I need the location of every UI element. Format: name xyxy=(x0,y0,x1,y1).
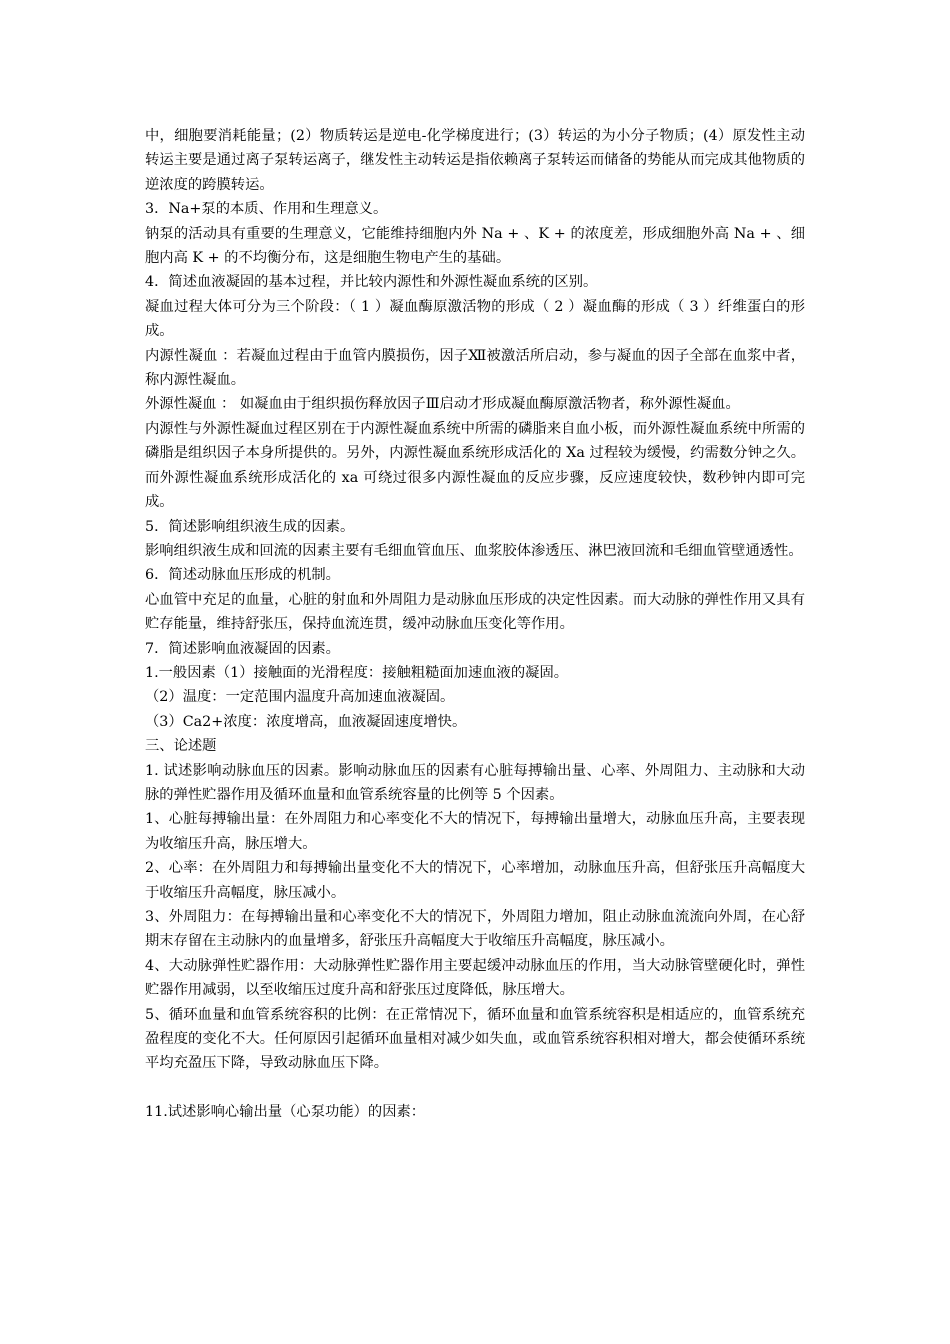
answer-aortic-elasticity: 4、大动脉弹性贮器作用：大动脉弹性贮器作用主要起缓冲动脉血压的作用，当大动脉管壁硬化时，弹性贮器作用减弱，以至收缩压过度升高和舒张压过度降低，脉压增大。 xyxy=(145,957,805,999)
question-arterial-pressure-factors: 1. 试述影响动脉血压的因素。影响动脉血压的因素有心脏每搏输出量、心率、外周阻力、主动脉和大动脉的弹性贮器作用及循环血量和血管系统容量的比例等 5 个因素。 xyxy=(145,762,805,803)
answer-extrinsic-coagulation: 外源性凝血 ： 如凝血由于组织损伤释放因子Ⅲ启动才形成凝血酶原激活物者，称外源性凝血。 xyxy=(145,396,740,413)
answer-coagulation-factor-surface: 1.一般因素（1）接触面的光滑程度：接触粗糙面加速血液的凝固。 xyxy=(145,664,569,681)
question-blood-coagulation: 4．简述血液凝固的基本过程，并比较内源性和外源性凝血系统的区别。 xyxy=(145,274,598,291)
question-cardiac-output: 11.试述影响心输出量（心泵功能）的因素： xyxy=(145,1104,426,1121)
question-tissue-fluid: 5．简述影响组织液生成的因素。 xyxy=(145,518,355,535)
answer-stroke-volume: 1、心脏每搏输出量：在外周阻力和心率变化不大的情况下，每搏输出量增大，动脉血压升高，主要表现为收缩压升高，脉压增大。 xyxy=(145,811,805,852)
answer-coagulation-factor-calcium: （3）Ca2+浓度：浓度增高，血液凝固速度增快。 xyxy=(145,713,467,730)
answer-blood-volume-ratio: 5、循环血量和血管系统容积的比例：在正常情况下，循环血量和血管系统容积是相适应的，血管系统充盈程度的变化不大。任何原因引起循环血量相对减少如失血，或血管系统容积相对增大，都会使循环系统平均充盈压下降，导致动脉血压下降。 xyxy=(145,1006,805,1072)
section-heading-essay: 三、论述题 xyxy=(145,738,217,755)
answer-coagulation-stages: 凝血过程大体可分为三个阶段：（ 1 ）凝血酶原激活物的形成（ 2 ）凝血酶的形成（ 3 ）纤维蛋白的形成。 xyxy=(145,298,805,340)
answer-tissue-fluid: 影响组织液生成和回流的因素主要有毛细血管血压、血浆胶体渗透压、淋巴液回流和毛细血管壁通透性。 xyxy=(145,542,803,559)
answer-intrinsic-coagulation: 内源性凝血 ：若凝血过程由于血管内膜损伤，因子Ⅻ被激活所启动，参与凝血的因子全部在血浆中者，称内源性凝血。 xyxy=(145,347,805,389)
question-na-pump: 3．Na+泵的本质、作用和生理意义。 xyxy=(145,201,388,218)
answer-arterial-pressure-mechanism: 心血管中充足的血量，心脏的射血和外周阻力是动脉血压形成的决定性因素。而大动脉的弹性作用又具有贮存能量，维持舒张压，保持血流连贯，缓冲动脉血压变化等作用。 xyxy=(145,591,805,633)
answer-peripheral-resistance: 3、外周阻力：在每搏输出量和心率变化不大的情况下，外周阻力增加，阻止动脉血流流向外周，在心舒期末存留在主动脉内的血量增多，舒张压升高幅度大于收缩压升高幅度，脉压减小。 xyxy=(145,909,805,950)
question-arterial-pressure-mechanism: 6．简述动脉血压形成的机制。 xyxy=(145,567,340,584)
blank-line xyxy=(145,1076,805,1100)
question-coagulation-factors: 7．简述影响血液凝固的因素。 xyxy=(145,640,340,657)
answer-na-pump: 钠泵的活动具有重要的生理意义，它能维持细胞内外 Na + 、K + 的浓度差，形成细胞外高 Na + 、细胞内高 K + 的不均衡分布，这是细胞生物电产生的基础。 xyxy=(145,225,805,267)
document-body xyxy=(145,124,805,1125)
answer-coagulation-factor-temperature: （2）温度：一定范围内温度升高加速血液凝固。 xyxy=(145,689,455,706)
answer-coagulation-difference: 内源性与外源性凝血过程区别在于内源性凝血系统中所需的磷脂来自血小板，而外源性凝血系统中所需的磷脂是组织因子本身所提供的。另外，内源性凝血系统形成活化的 Xa 过程较为缓慢，约需数分钟之久。而外源性凝血系统形成活化的 xa 可绕过很多内源性凝血的反应步骤，反应速度较快，数秒钟内即可完成。 xyxy=(145,420,805,511)
paragraph-active-transport-features: 中，细胞要消耗能量；(2）物质转运是逆电-化学梯度进行；(3）转运的为小分子物质；(4）原发性主动转运主要是通过离子泵转运离子，继发性主动转运是指依赖离子泵转运而储备的势能从而完成其他物质的逆浓度的跨膜转运。 xyxy=(145,128,805,193)
answer-heart-rate: 2、心率：在外周阻力和每搏输出量变化不大的情况下，心率增加，动脉血压升高，但舒张压升高幅度大于收缩压升高幅度，脉压减小。 xyxy=(145,860,805,901)
